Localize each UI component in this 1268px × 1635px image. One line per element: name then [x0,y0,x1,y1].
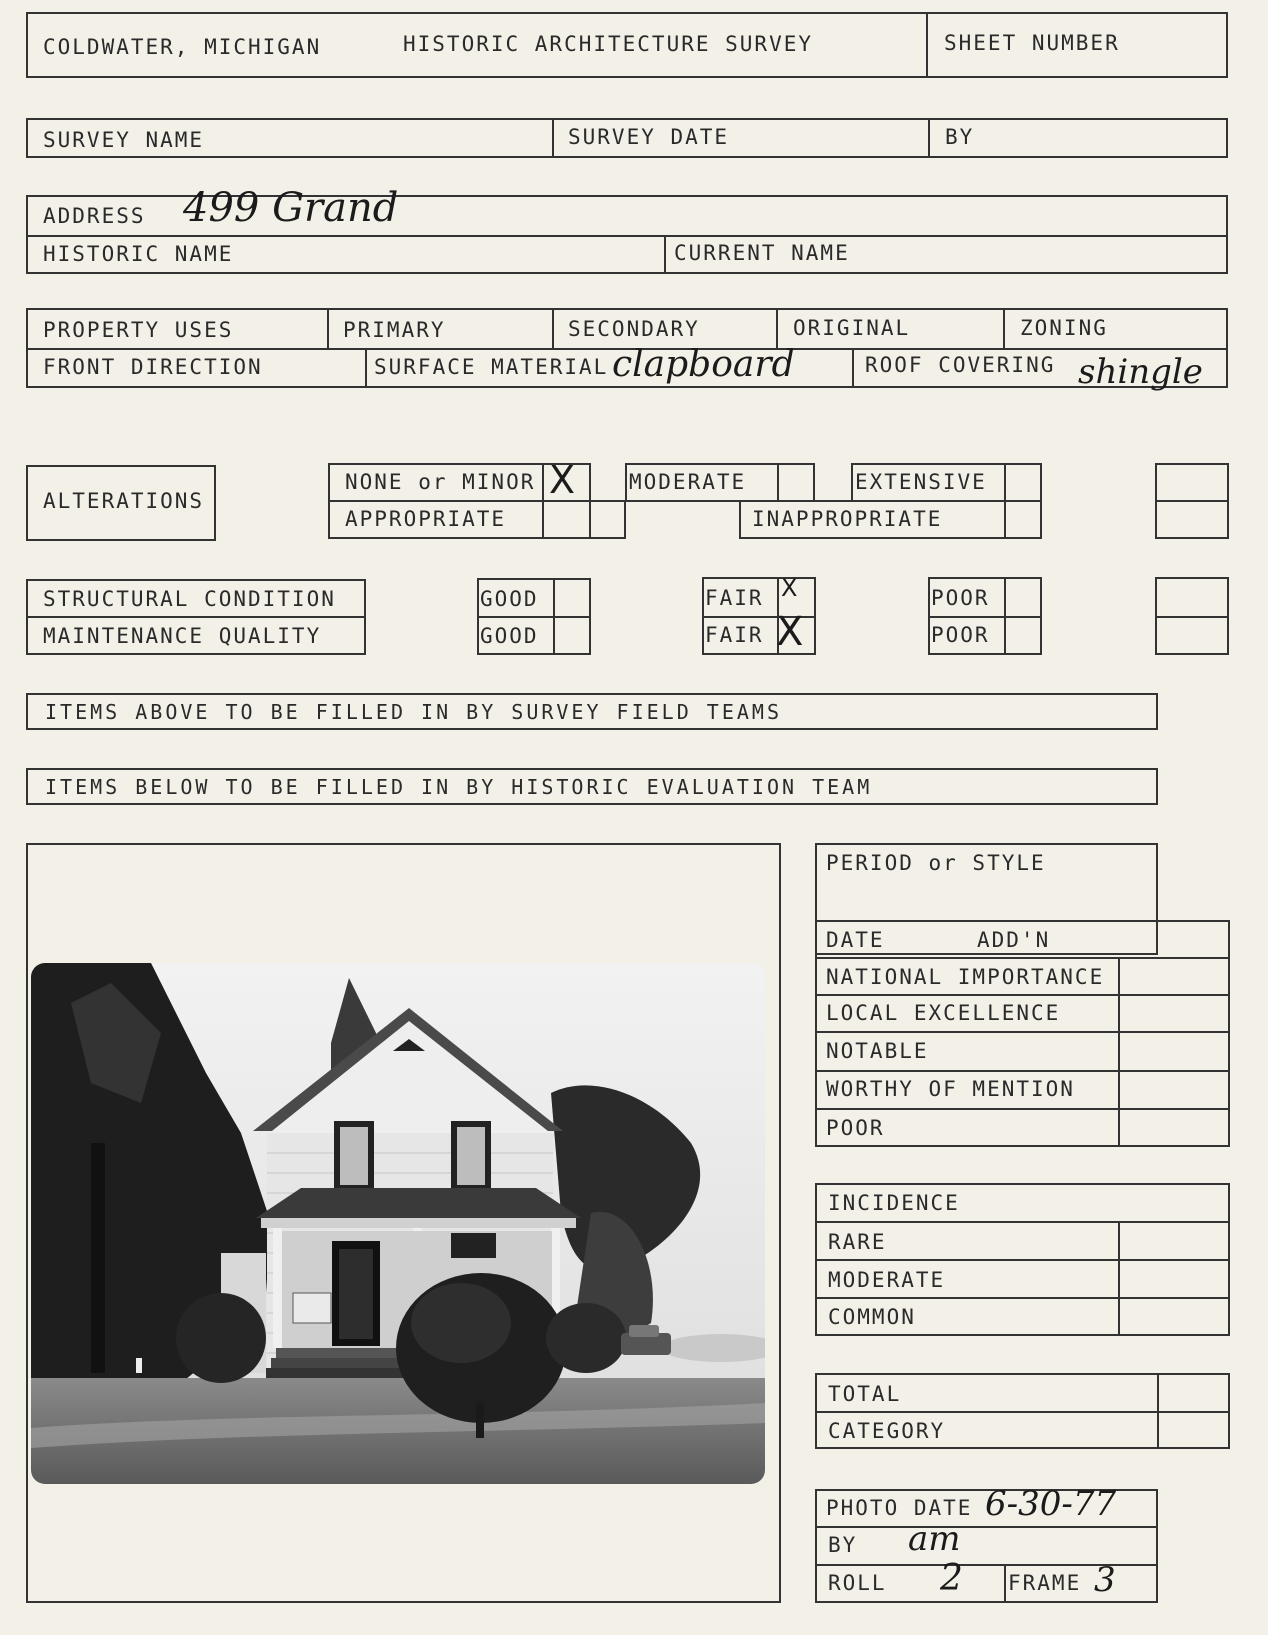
importance-top-rule [815,957,1230,959]
photo-by-label: BY [828,1533,858,1557]
notable-label: NOTABLE [826,1039,929,1063]
maintenance-quality-label: MAINTENANCE QUALITY [43,624,322,648]
form-title: HISTORIC ARCHITECTURE SURVEY [403,32,814,56]
zoning-label: ZONING [1020,316,1108,340]
address-divider [26,235,1228,237]
name-divider [664,235,666,274]
poor-importance-label: POOR [826,1116,885,1140]
surface-material-value: clapboard [612,344,795,385]
alterations-label: ALTERATIONS [43,489,205,513]
maintenance-good-label: GOOD [480,624,539,648]
survey-date-label: SURVEY DATE [568,125,730,149]
moderate-incidence-label: MODERATE [828,1268,946,1292]
condition-label-divider [26,616,366,618]
none-minor-check-divider [542,463,544,539]
addn-label: ADD'N [977,928,1051,952]
alterations-score-divider [1155,500,1229,502]
structural-poor-label: POOR [931,586,990,610]
period-style-label: PERIOD or STYLE [826,851,1046,875]
importance-check-divider [1118,957,1120,1147]
survey-divider-2 [928,118,930,158]
house-photograph [31,963,765,1484]
sheet-number-label: SHEET NUMBER [944,31,1120,55]
roll-frame-divider [1004,1564,1006,1603]
appropriate-check-box [589,500,626,539]
common-label: COMMON [828,1305,916,1329]
property-uses-label: PROPERTY USES [43,318,234,342]
none-minor-mark: X [549,458,576,502]
note-below-text: ITEMS BELOW TO BE FILLED IN BY HISTORIC EVALUATION TEAM [45,775,873,799]
structural-good-label: GOOD [480,587,539,611]
current-name-label: CURRENT NAME [674,241,850,265]
appropriate-label: APPROPRIATE [345,507,507,531]
extensive-label: EXTENSIVE [855,470,987,494]
good-divider [477,616,591,618]
extensive-check-divider [1004,463,1006,502]
frame-label: FRAME [1008,1571,1082,1595]
inappropriate-label: INAPPROPRIATE [752,507,943,531]
condition-score-divider [1155,616,1229,618]
structural-fair-mark: X [781,574,798,602]
original-label: ORIGINAL [793,316,911,340]
moderate-check-divider [777,463,779,502]
importance-rule-4 [815,1108,1230,1110]
roll-label: ROLL [828,1571,887,1595]
incidence-rule-3 [815,1297,1230,1299]
poor-check-divider [1004,577,1006,655]
incidence-label: INCIDENCE [828,1191,960,1215]
structural-fair-label: FAIR [705,586,764,610]
incidence-check-divider [1118,1221,1120,1336]
property-v6 [852,348,854,388]
incidence-rule-1 [815,1221,1230,1223]
photo-date-label: PHOTO DATE [826,1496,973,1520]
inappropriate-check-divider [1004,500,1006,539]
roof-covering-value: shingle [1078,352,1203,392]
total-label: TOTAL [828,1382,902,1406]
photo-date-value: 6-30-77 [985,1484,1117,1524]
note-above-text: ITEMS ABOVE TO BE FILLED IN BY SURVEY FIELD TEAMS [45,700,783,724]
maintenance-fair-mark: X [776,609,804,655]
property-v3 [776,308,778,348]
date-label: DATE [826,928,885,952]
worthy-of-mention-label: WORTHY OF MENTION [826,1077,1075,1101]
survey-name-label: SURVEY NAME [43,128,205,152]
none-minor-label: NONE or MINOR [345,470,536,494]
good-check-divider [553,578,555,655]
national-importance-label: NATIONAL IMPORTANCE [826,965,1105,989]
incidence-rule-2 [815,1259,1230,1261]
none-minor-divider [328,500,625,502]
survey-by-label: BY [945,125,975,149]
property-v2 [552,308,554,348]
property-v1 [327,308,329,348]
photo-info-rule-1 [815,1526,1158,1528]
importance-rule-3 [815,1070,1230,1072]
local-excellence-label: LOCAL EXCELLENCE [826,1001,1061,1025]
surface-material-label: SURFACE MATERIAL [374,355,609,379]
importance-rule-2 [815,1031,1230,1033]
historic-name-label: HISTORIC NAME [43,242,234,266]
poor-divider [928,616,1042,618]
property-v4 [1003,308,1005,348]
photo-by-value: am [908,1519,961,1559]
frame-value: 3 [1094,1560,1116,1600]
category-label: CATEGORY [828,1419,946,1443]
roll-value: 2 [940,1558,963,1599]
maintenance-poor-label: POOR [931,623,990,647]
address-label: ADDRESS [43,204,146,228]
roof-covering-label: ROOF COVERING [865,353,1056,377]
maintenance-fair-label: FAIR [705,623,764,647]
header-divider [926,12,928,78]
front-direction-label: FRONT DIRECTION [43,355,263,379]
property-v5 [365,348,367,388]
importance-box [815,920,1230,1147]
moderate-label: MODERATE [629,470,747,494]
location-text: COLDWATER, MICHIGAN [43,35,322,59]
rare-label: RARE [828,1230,887,1254]
structural-condition-label: STRUCTURAL CONDITION [43,587,336,611]
address-value: 499 Grand [183,185,399,231]
total-check-divider [1157,1373,1159,1449]
secondary-label: SECONDARY [568,317,700,341]
primary-label: PRIMARY [343,318,446,342]
survey-divider-1 [552,118,554,158]
total-divider [815,1411,1230,1413]
importance-rule-1 [815,994,1230,996]
